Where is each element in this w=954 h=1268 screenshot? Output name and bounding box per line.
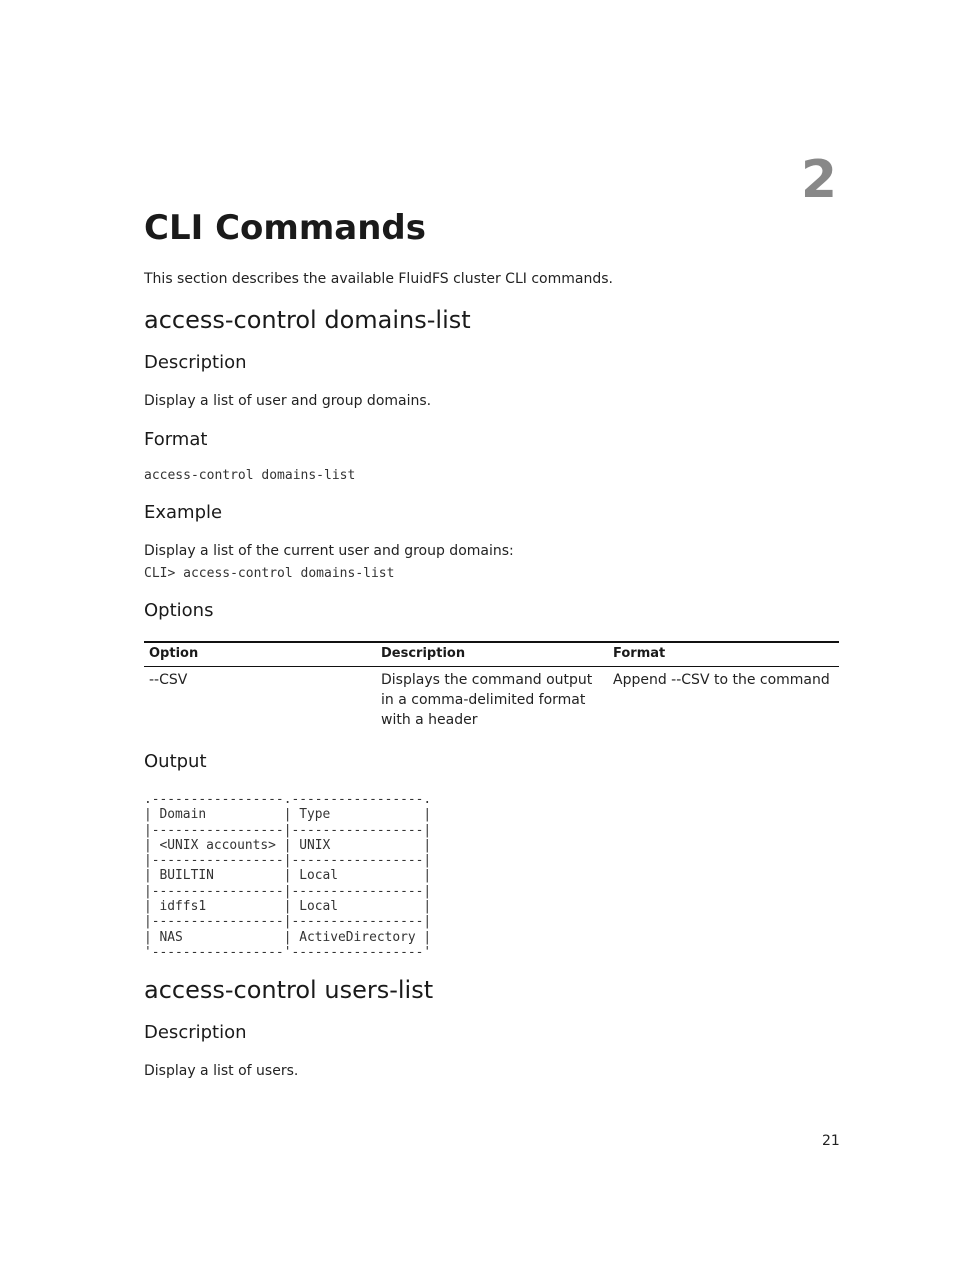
column-header-option: Option [144,642,376,667]
output-heading: Output [144,751,207,772]
chapter-number: 2 [800,150,837,210]
description-cell: Displays the command output in a comma-delimited format with a header [381,672,593,728]
option-cell: --CSV [149,672,188,688]
format-cell: Append --CSV to the command [613,672,830,688]
example-heading: Example [144,502,223,523]
chapter-intro: This section describes the available FluidFS cluster CLI commands. [144,271,613,287]
example-code: CLI> access-control domains-list [144,566,395,581]
chapter-title: CLI Commands [144,208,426,248]
example-text: Display a list of the current user and group domains: [144,543,514,559]
options-table [144,641,839,730]
format-heading: Format [144,429,208,450]
output-code-block: .-----------------.-----------------. | Domain | Type | |-----------------|-----------------| | <UNIX accounts> | UNIX | |-----------------|-----------------| | BUILTIN | Local | |-----------------|-----------------| | idffs1 | Local | |-----------------|-----------------| | NAS | ActiveDirectory | '-----------------'-----------------' [144,792,432,960]
users-description-heading: Description [144,1022,247,1043]
description-heading: Description [144,352,247,373]
table-header-row [144,642,839,667]
section-title-domains-list: access-control domains-list [144,306,471,334]
description-text: Display a list of user and group domains. [144,393,432,409]
format-code: access-control domains-list [144,468,356,483]
users-description-text: Display a list of users. [144,1063,299,1079]
section-title-users-list: access-control users-list [144,976,434,1004]
table-row [144,667,839,731]
column-header-description: Description [376,642,608,667]
options-heading: Options [144,600,214,621]
page-number: 21 [822,1133,840,1149]
column-header-format: Format [608,642,839,667]
